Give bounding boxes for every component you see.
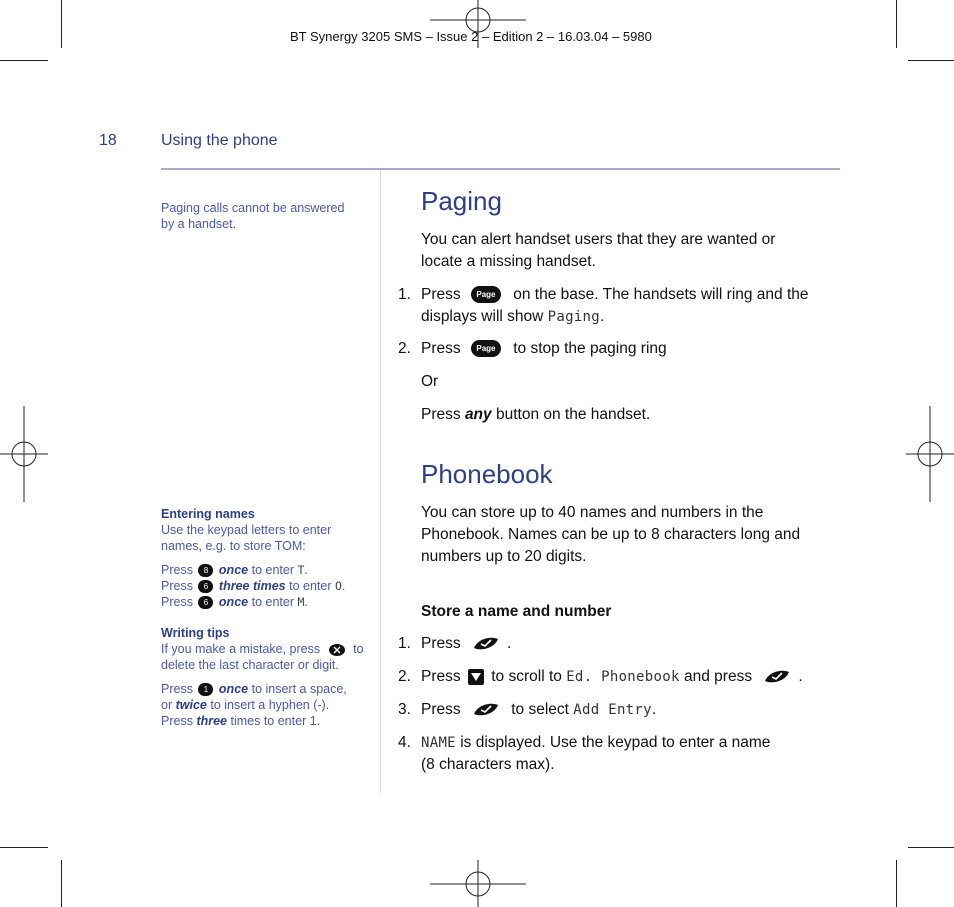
entering-names-heading: Entering names: [161, 507, 255, 521]
writing-tips-delete: If you make a mistake, press to delete the last character or digit.: [161, 642, 364, 672]
crop-mark: [61, 860, 62, 907]
page-button-icon: Page: [471, 286, 501, 303]
paging-step-1: Press Page on the base. The handsets will ring and the displays will show Paging.: [421, 286, 809, 325]
lcd-text-ed-phonebook: Ed. Phonebook: [566, 669, 680, 685]
phonebook-intro: You can store up to 40 names and numbers in the Phonebook. Names can be up to 8 characters long and numbers up to 20 digits.: [421, 504, 801, 565]
crop-mark: [896, 0, 897, 48]
registration-mark-left: [0, 406, 48, 502]
key-1-icon: 1: [198, 683, 213, 696]
registration-mark-right: [906, 406, 954, 502]
paging-note: [161, 200, 361, 232]
ok-button-icon: [471, 700, 501, 719]
registration-mark-bottom: [430, 860, 526, 907]
crop-mark: [61, 0, 62, 48]
step-number: 2.: [398, 668, 411, 685]
phonebook-step-3: Press to select Add Entry.: [421, 701, 657, 718]
key-6-icon: 6: [198, 580, 213, 593]
phonebook-step-2: Press to scroll to Ed. Phonebook and press .: [421, 668, 803, 685]
phonebook-heading: Phonebook: [421, 459, 553, 489]
lcd-text-add-entry: Add Entry: [573, 702, 652, 718]
ok-button-icon: [471, 634, 501, 653]
crop-mark: [908, 60, 954, 61]
store-name-subheading: Store a name and number: [421, 603, 612, 620]
lcd-text-paging: Paging: [547, 309, 601, 325]
writing-tips-heading: Writing tips: [161, 626, 230, 640]
column-divider: [380, 170, 381, 793]
paging-note-text: Paging calls cannot be answered by a handset.: [161, 201, 345, 231]
step-number: 1.: [398, 286, 411, 303]
phonebook-step-4: NAME is displayed. Use the keypad to enter a name (8 characters max).: [421, 734, 771, 773]
delete-icon: [328, 643, 346, 657]
paging-alternative: Press any button on the handset.: [421, 406, 651, 423]
crop-mark: [896, 860, 897, 907]
page-number: 18: [99, 132, 117, 149]
writing-tips-space: Press 1 once to insert a space, or twice to insert a hyphen (-). Press three times to enter 1.: [161, 682, 347, 728]
key-8-icon: 8: [198, 564, 213, 577]
paging-heading: Paging: [421, 186, 502, 216]
section-title: Using the phone: [161, 132, 278, 149]
paging-intro: You can alert handset users that they are wanted or locate a missing handset.: [421, 231, 776, 270]
example-line: Press 8 once to enter T.: [161, 563, 308, 577]
key-6-icon: 6: [198, 596, 213, 609]
example-line: Press 6 once to enter M.: [161, 595, 308, 609]
example-line: Press 6 three times to enter O.: [161, 579, 346, 593]
entering-names-intro: Use the keypad letters to enter names, e.g. to store TOM:: [161, 523, 332, 553]
entering-names-example: [161, 562, 366, 610]
paging-step-2: Press Page to stop the paging ring: [421, 340, 667, 357]
entering-names-tip: [161, 506, 366, 610]
phonebook-step-1: Press .: [421, 635, 512, 652]
writing-tips: [161, 625, 366, 729]
step-number: 3.: [398, 701, 411, 718]
scroll-down-icon: [467, 668, 485, 686]
step-number: 4.: [398, 734, 411, 751]
page-button-icon: Page: [471, 340, 501, 357]
document-info: BT Synergy 3205 SMS – Issue 2 – Edition 2 – 16.03.04 – 5980: [290, 29, 652, 44]
crop-mark: [0, 60, 48, 61]
paging-or: Or: [421, 373, 439, 390]
step-number: 2.: [398, 340, 411, 357]
lcd-text-name: NAME: [421, 735, 456, 751]
ok-button-icon: [762, 667, 792, 686]
crop-mark: [908, 847, 954, 848]
step-number: 1.: [398, 635, 411, 652]
header-rule: [161, 168, 840, 170]
crop-mark: [0, 847, 48, 848]
